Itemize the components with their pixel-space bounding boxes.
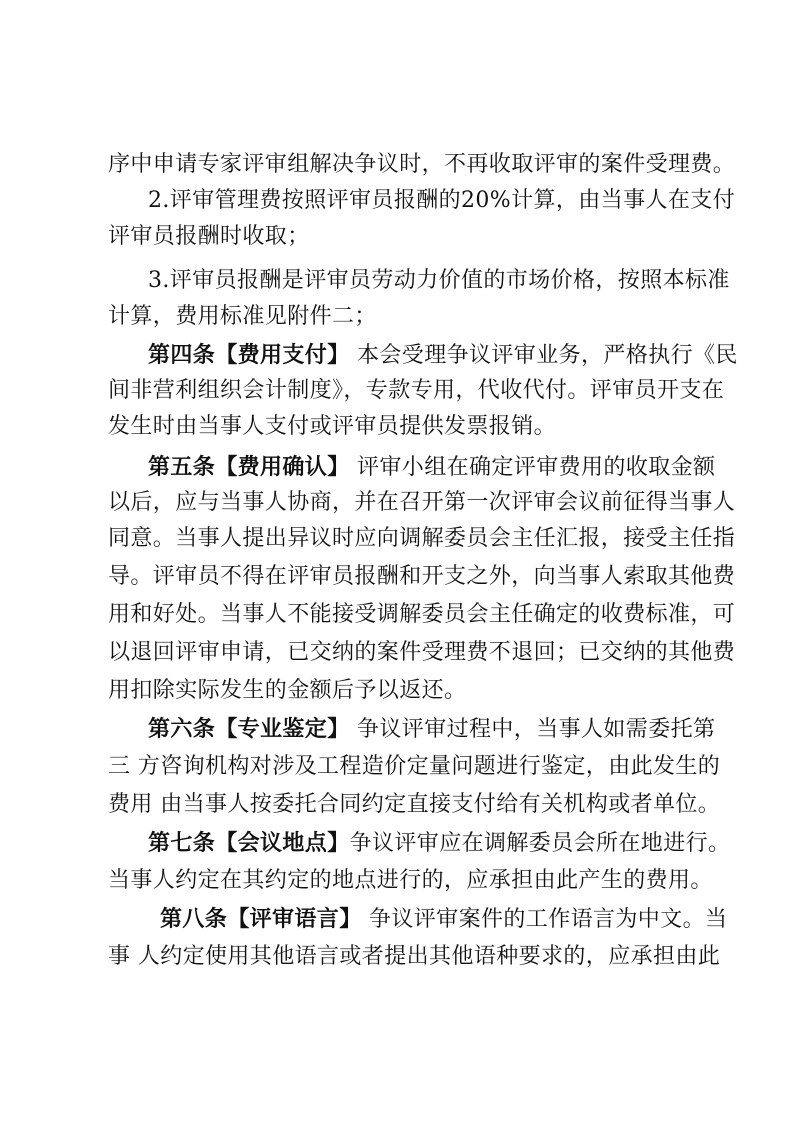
article-8-line-2: 事 人约定使用其他语言或者提出其他语种要求的，应承担由此 [108,944,721,969]
article-5-text: 评审小组在确定评审费用的收取金额 [349,455,716,480]
article-7-line-1 [148,828,731,859]
article-5-line-3: 同意。当事人提出异议时应向调解委员会主任汇报，接受主任指 [108,526,736,551]
article-7-line-2: 当事人约定在其约定的地点进行的，应承担由此产生的费用。 [108,868,713,893]
article-7-heading: 第七条【会议地点】 [148,830,350,856]
article-7-text: 争议评审应在调解委员会所在地进行。 [349,831,731,856]
text-line: 序中申请专家评审组解决争议时，不再收取评审的案件受理费。 [108,152,736,177]
article-6-line-3: 费用 由当事人按委托合同约定直接支付给有关机构或者单位。 [108,792,721,817]
article-6-heading: 第六条【专业鉴定】 [148,716,350,742]
list-item-3-line-2: 计算，费用标准见附件二； [108,304,377,329]
article-4-line-2: 间非营利组织会计制度》，专款专用，代收代付。评审员开支在 [108,378,725,403]
list-item-2-line-1: 2.评审管理费按照评审员报酬的20%计算，由当事人在支付 [148,188,736,213]
article-5-line-6: 以退回评审申请，已交纳的案件受理费不退回；已交纳的其他费 [108,640,736,665]
list-item-2-line-2: 评审员报酬时收取； [108,224,310,249]
article-5-heading: 第五条【费用确认】 [148,454,350,480]
article-5-line-4: 导。评审员不得在评审员报酬和开支之外，向当事人索取其他费 [108,564,736,589]
article-5-line-2: 以后，应与当事人协商，并在召开第一次评审会议前征得当事人 [108,490,736,515]
article-5-line-5: 用和好处。当事人不能接受调解委员会主任确定的收费标准，可 [108,602,736,627]
article-6-line-1 [148,714,716,745]
article-8-line-1 [160,904,728,935]
article-5-line-7: 用扣除实际发生的金额后予以返还。 [108,678,467,703]
article-4-text: 本会受理争议评审业务，严格执行《民 [349,343,738,368]
list-item-3-line-1: 3.评审员报酬是评审员劳动力价值的市场价格，按照本标准 [148,268,730,293]
article-4-line-3: 发生时由当事人支付或评审员提供发票报销。 [108,414,557,439]
article-4-line-1 [148,340,738,371]
article-5-line-1 [148,452,716,483]
article-8-text: 争议评审案件的工作语言为中文。当 [361,907,728,932]
article-8-heading: 第八条【评审语言】 [160,906,362,932]
article-6-line-2: 三 方咨询机构对涉及工程造价定量问题进行鉴定，由此发生的 [108,754,721,779]
article-6-text: 争议评审过程中，当事人如需委托第 [349,717,716,742]
article-4-heading: 第四条【费用支付】 [148,342,350,368]
